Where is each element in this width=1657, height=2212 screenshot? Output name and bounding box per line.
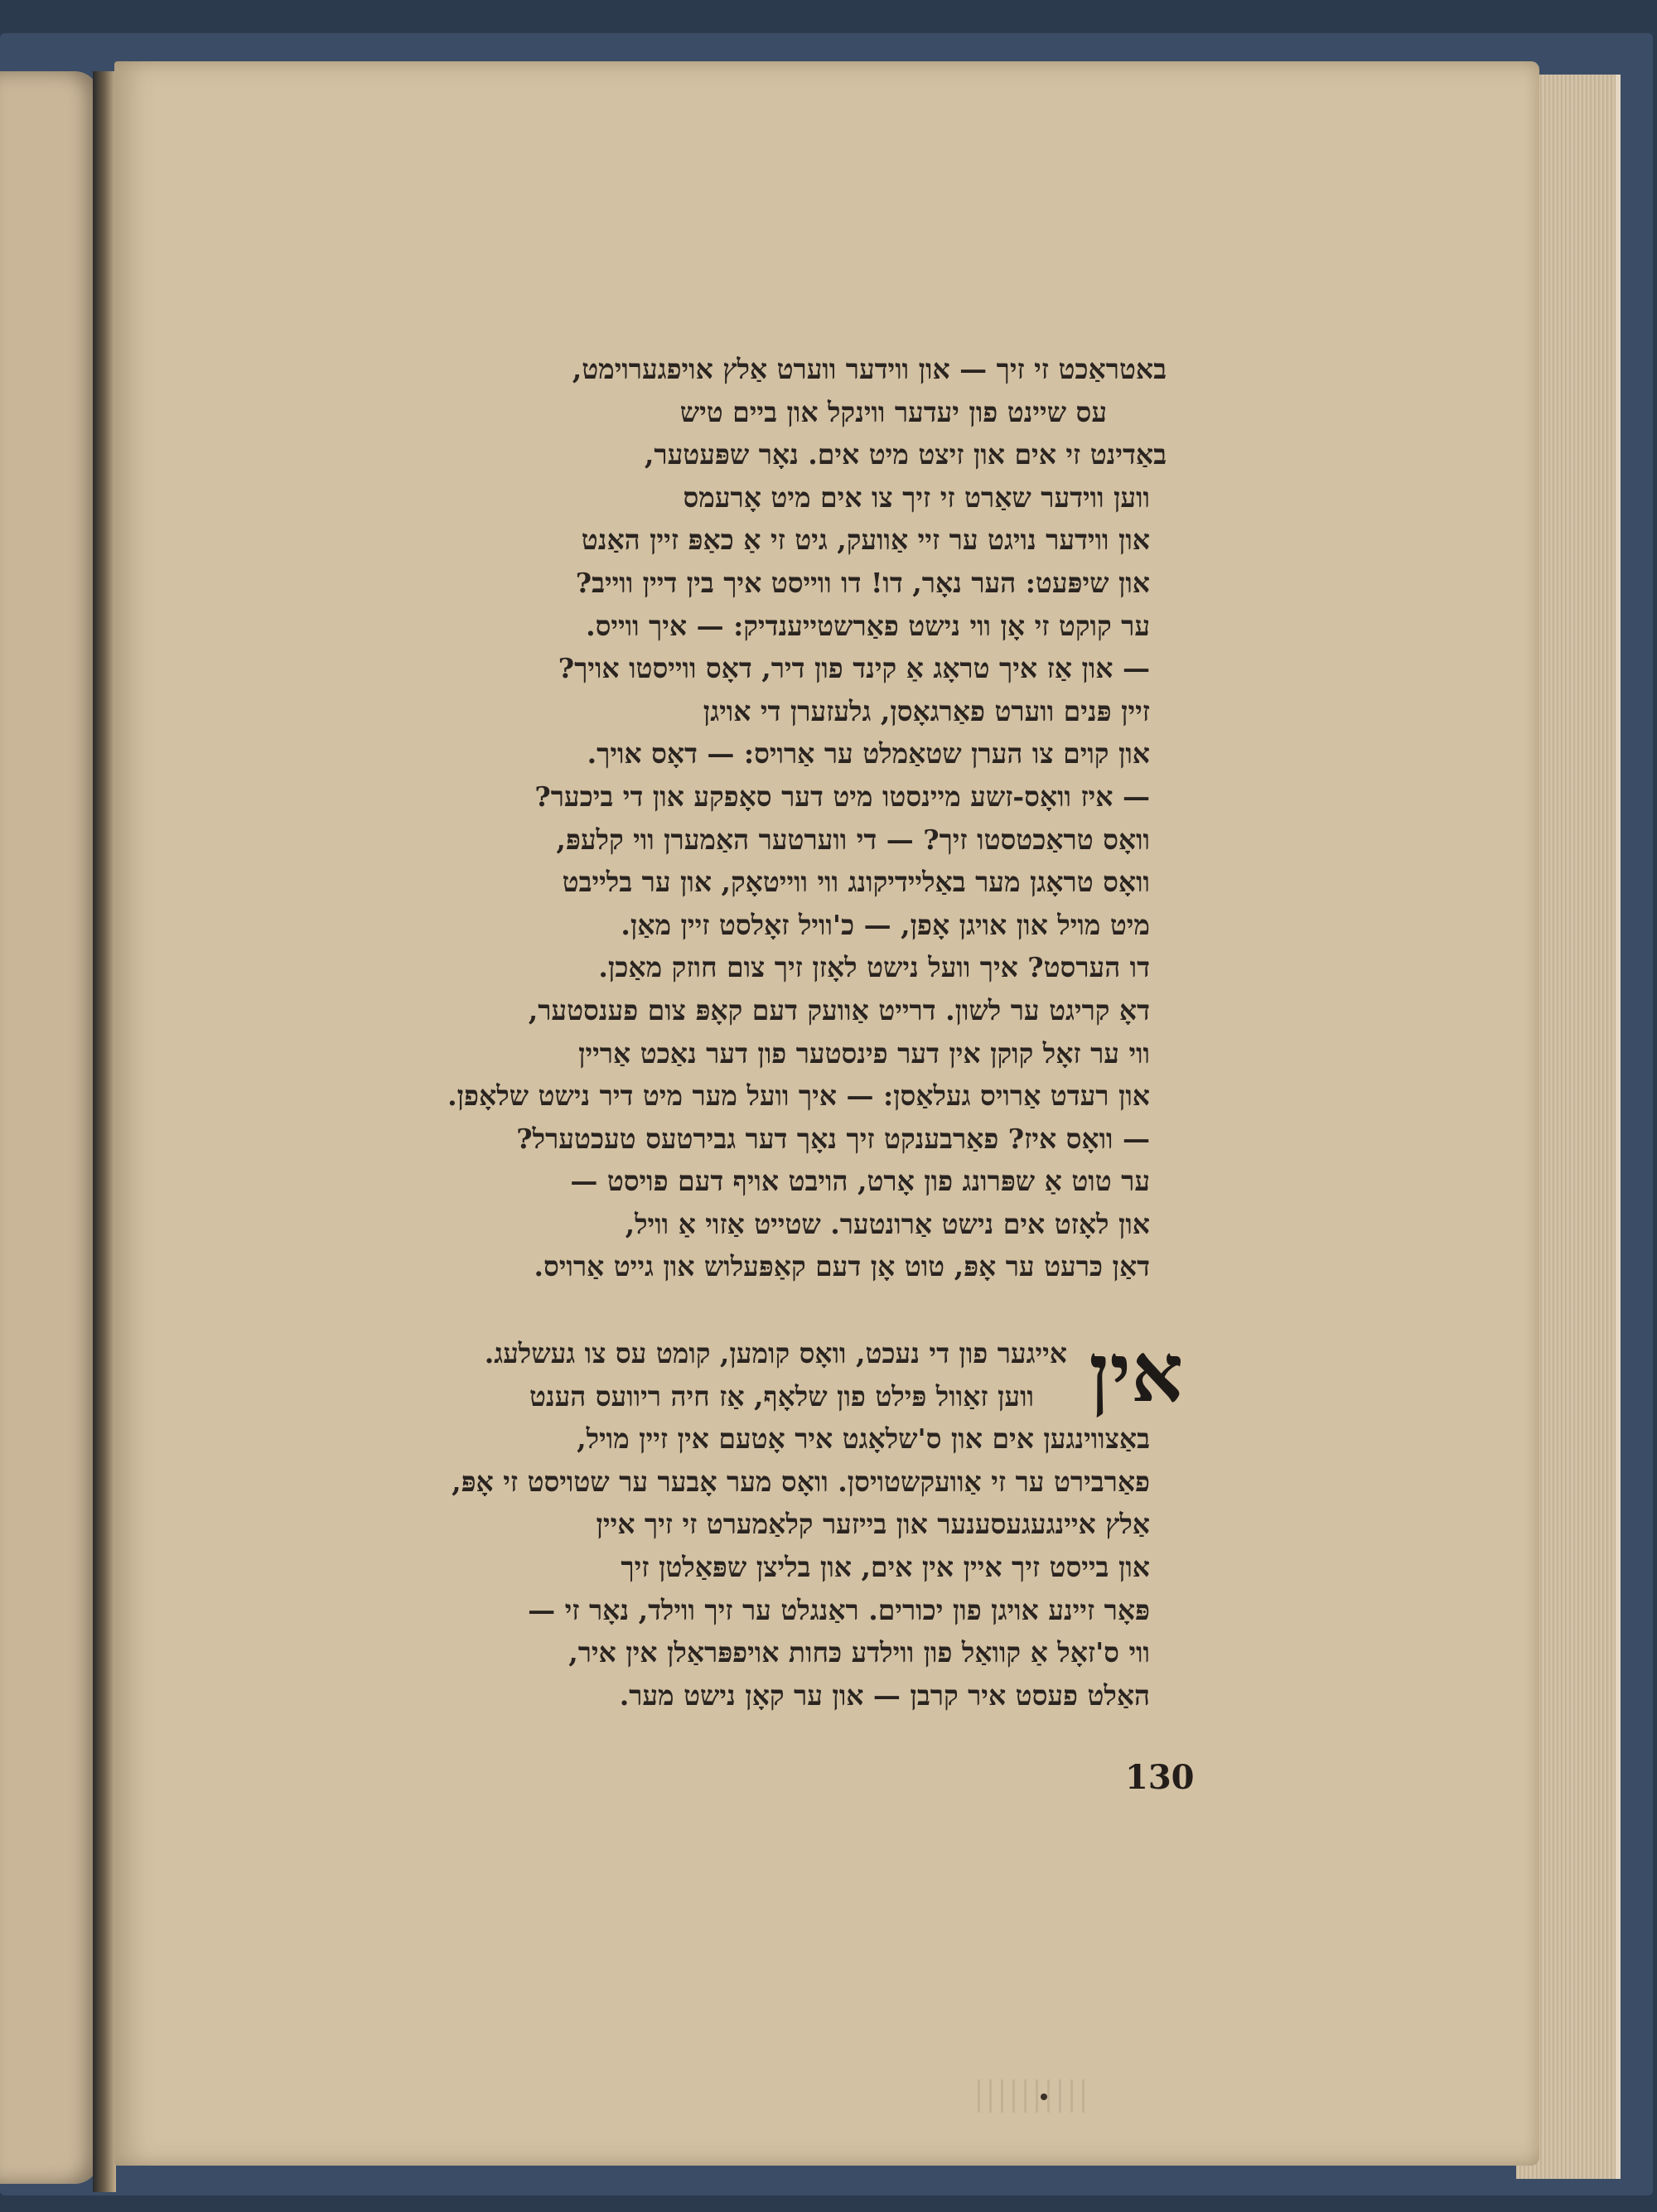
text-line: פאַרבירט ער זי אַוועקשטויסן. וואָס מער אָבער ער שטויסט זי אָפּ, (452, 1465, 1150, 1498)
text-line: ער קוקט זי אָן ווי נישט פאַרשטייענדיק: — איך ווייס. (586, 609, 1150, 642)
book-gutter (93, 71, 116, 2192)
text-line: ווי ער זאָל קוקן אין דער פינסטער פון דער נאַכט אַריין (578, 1036, 1150, 1070)
text-line: און לאָזט אים נישט אַרונטער. שטייט אַזוי אַ וויל, (625, 1207, 1150, 1240)
text-line: וואָס טראָגן מער באַליידיקונג ווי ווייטאָק, און ער בלייבט (562, 866, 1150, 899)
text-line: דאַן כּרעט ער אָפּ, טוט אָן דעם קאַפּעלוש און גייט אַרויס. (534, 1250, 1150, 1283)
text-line: ווען ווידער שאַרט זי זיך צו אים מיט אָרעמס (683, 481, 1150, 514)
text-line: און בייסט זיך איין אין אים, און בליצן שפּאַלטן זיך (621, 1550, 1150, 1583)
text-line: ווי ס'זאָל אַ קוואַל פון ווילדע כּחות אויפפּראַלן אין איר, (568, 1636, 1150, 1669)
text-line: — איז וואָס-זשע מיינסטו מיט דער סאָפקע און די ביכער? (534, 780, 1150, 813)
text-line: באטראַכט זי זיך — און ווידער ווערט אַלץ אויפגערוימט, (572, 353, 1167, 385)
paragraph-2 (321, 1332, 1150, 1717)
text-line: דו הערסט? איך וועל נישט לאָזן זיך צום חוזק מאַכן. (598, 951, 1150, 984)
text-line: — וואָס איז? פאַרבענקט זיך נאָך דער גבירטעס טעכטערל? (516, 1122, 1150, 1155)
text-line: האַלט פעסט איר קרבן — און ער קאָן נישט מער. (619, 1678, 1150, 1712)
text-line: וואָס טראַכטסטו זיך? — די ווערטער האַמערן ווי קלעפּ, (556, 823, 1150, 856)
text-line: און ווידער נויגט ער זיי אַוועק, גיט זי אַ כאַפּ זיין האַנט (581, 524, 1150, 557)
text-line: און רעדט אַרויס געלאַסן: — איך וועל מער מיט דיר נישט שלאָפן. (447, 1079, 1150, 1113)
paragraph-1 (321, 348, 1167, 1288)
text-line: דאָ קריגט ער לשון. דרייט אַוועק דעם קאָפּ צום פענסטער, (528, 993, 1150, 1026)
page-number: 130 (1125, 1758, 1195, 1797)
text-line: ער טוט אַ שפּרונג פון אָרט, הויבט אויף דעם פויסט — (570, 1165, 1150, 1198)
text-line: ווען זאַוול פּילט פון שלאָף, אַז חיה ריוועס הענט (529, 1379, 1034, 1413)
text-line: און שיפּעט: הער נאָר, דו! דו ווייסט איך בין דיין ווייב? (575, 566, 1150, 599)
text-line: זיין פּנים ווערט פאַרגאָסן, גלעזערן די אויגן (703, 694, 1150, 727)
left-page-edge (0, 71, 99, 2184)
text-line: עס שיינט פון יעדער ווינקל און ביים טיש (679, 395, 1107, 428)
text-line: און קוים צו הערן שטאַמלט ער אַרויס: — דאָס אויך. (587, 737, 1150, 770)
text-line: אַלץ איינגעגעסענער און בייזער קלאַמערט זי זיך איין (596, 1508, 1150, 1541)
page-bottom-marks (978, 2079, 1094, 2113)
text-line: מיט מויל און אויגן אָפן, — כ'וויל זאָלסט זיין מאַן. (621, 908, 1150, 941)
text-line: באַצווינגען אים און ס'שלאָגט איר אָטעם אין זיין מויל, (577, 1422, 1150, 1456)
text-line: פּאָר זיינע אויגן פון יכורים. ראַנגלט ער זיך ווילד, נאָר זי — (528, 1593, 1150, 1626)
text-line: אייגער פון די נעכט, וואָס קומען, קומט עס צו געשלעג. (484, 1337, 1067, 1369)
text-line: — און אַז איך טראָג אַ קינד פון דיר, דאָס ווייסטו אויך? (558, 652, 1150, 685)
text-line: באַדינט זי אים און זיצט מיט אים. נאָר שפּעטער, (644, 438, 1167, 471)
ink-speck (1041, 2094, 1047, 2100)
drop-cap: אין (1089, 1326, 1183, 1421)
